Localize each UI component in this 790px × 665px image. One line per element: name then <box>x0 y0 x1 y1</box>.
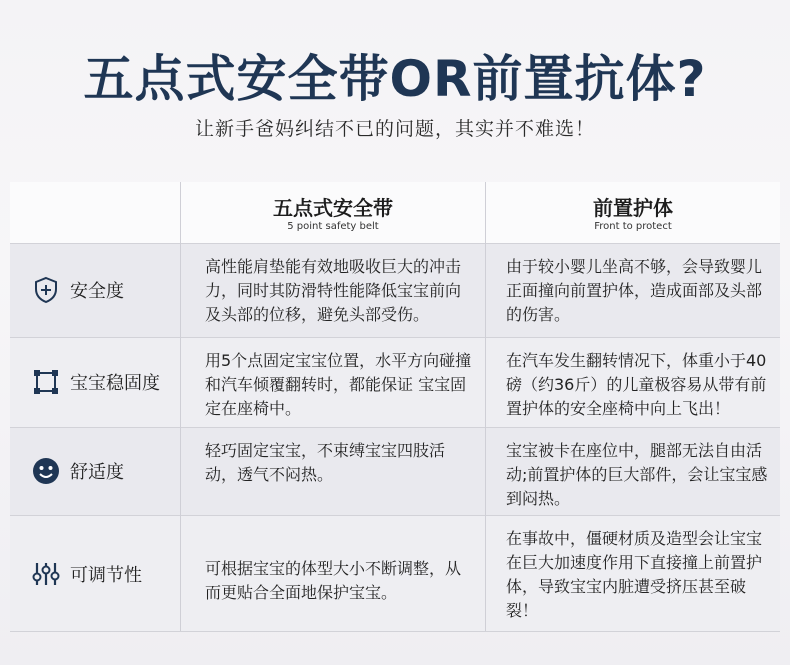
comparison-table <box>10 182 780 632</box>
shield-plus-icon <box>32 276 60 304</box>
cell-five-point-belt: 可根据宝宝的体型大小不断调整，从而更贴合全面地保护宝宝。 <box>205 559 462 602</box>
sliders-icon <box>32 560 60 588</box>
cell-front-protect: 宝宝被卡在座位中，腿部无法自由活动;前置护体的巨大部件，会让宝宝感到闷热。 <box>506 441 768 508</box>
cell-five-point-belt: 轻巧固定宝宝，不束缚宝宝四肢活动，透气不闷热。 <box>205 441 446 484</box>
header-col-five-point-belt <box>181 182 485 243</box>
row-category <box>10 243 180 337</box>
cell-front-protect: 在汽车发生翻转情况下，体重小于40磅（约36斤）的儿童极容易从带有前置护体的安全座椅中向上飞出！ <box>506 351 767 418</box>
table-row <box>10 337 780 427</box>
table-row <box>10 515 780 632</box>
row-category <box>10 427 180 515</box>
cell-five-point-belt: 高性能肩垫能有效地吸收巨大的冲击力，同时其防滑特性能降低宝宝前向及头部的位移，避免头部受伤。 <box>205 257 462 324</box>
row-category <box>10 337 180 427</box>
category-label: 宝宝稳固度 <box>70 373 160 394</box>
header-title: 前置护体 <box>593 196 673 220</box>
cell-five-point-belt: 用5个点固定宝宝位置，水平方向碰撞和汽车倾覆翻转时，都能保证 宝宝固定在座椅中。 <box>205 351 472 418</box>
header-blank-cell <box>10 182 180 243</box>
table-row <box>10 243 780 337</box>
row-category <box>10 515 180 632</box>
cell-front-protect: 在事故中，僵硬材质及造型会让宝宝在巨大加速度作用下直接撞上前置护体，导致宝宝内脏遭受挤压甚至破裂！ <box>506 529 763 620</box>
header-subtitle: 5 point safety belt <box>287 221 379 232</box>
smiley-face-icon <box>32 457 60 485</box>
category-label: 安全度 <box>70 281 124 302</box>
table-row <box>10 427 780 515</box>
row-divider <box>10 631 780 632</box>
category-label: 舒适度 <box>70 462 124 483</box>
header-col-front-protect <box>486 182 780 243</box>
header-divider <box>485 182 486 243</box>
category-label: 可调节性 <box>70 564 142 586</box>
header-subtitle: Front to protect <box>594 221 672 232</box>
header-title: 五点式安全带 <box>273 196 393 220</box>
page-title: 五点式安全带OR前置抗体? <box>83 50 707 108</box>
page-subtitle: 让新手爸妈纠结不已的问题，其实并不难选！ <box>194 118 595 140</box>
frame-corners-icon <box>32 368 60 396</box>
header-divider <box>180 182 181 243</box>
cell-front-protect: 由于较小婴儿坐高不够，会导致婴儿正面撞向前置护体，造成面部及头部的伤害。 <box>506 257 763 324</box>
